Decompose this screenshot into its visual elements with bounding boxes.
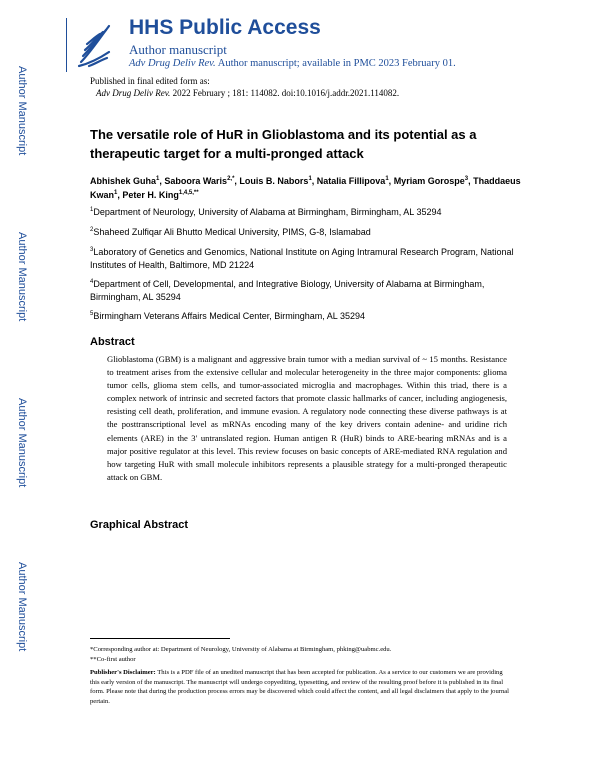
hhs-public-access-title: HHS Public Access bbox=[129, 16, 321, 39]
abstract-heading: Abstract bbox=[90, 336, 135, 348]
journal-abbrev: Adv Drug Deliv Rev. bbox=[129, 58, 216, 69]
author-manuscript-side-label: Author Manuscript bbox=[16, 398, 28, 488]
author-list bbox=[90, 174, 530, 202]
availability-line bbox=[129, 58, 456, 69]
graphical-abstract-heading: Graphical Abstract bbox=[90, 519, 189, 531]
hhs-eagle-logo-icon bbox=[75, 18, 115, 70]
author: Myriam Gorospe$^3$, bbox=[393, 176, 474, 186]
affiliation: $^4$Department of Cell, Developmental, and Integrative Biology, University of Alabama at Birmingham, Birmingham, AL 35294 bbox=[90, 279, 485, 302]
availability-text: Author manuscript; available in PMC 2023 February 01. bbox=[217, 58, 456, 69]
author-manuscript-side-label: Author Manuscript bbox=[16, 66, 28, 156]
affiliation: $^1$Department of Neurology, University of Alabama at Birmingham, Birmingham, AL 35294 bbox=[90, 207, 442, 217]
footnote-divider bbox=[90, 638, 230, 639]
citation-journal: Adv Drug Deliv Rev. bbox=[96, 88, 171, 98]
author: Natalia Fillipova$^1$, bbox=[316, 176, 394, 186]
author-manuscript-side-label: Author Manuscript bbox=[16, 232, 28, 322]
author-manuscript-subtitle: Author manuscript bbox=[129, 42, 227, 57]
affiliation: $^5$Birmingham Veterans Affairs Medical Center, Birmingham, AL 35294 bbox=[90, 311, 365, 321]
affiliation: $^2$Shaheed Zulfiqar Ali Bhutto Medical University, PIMS, G-8, Islamabad bbox=[90, 227, 371, 237]
publisher-disclaimer bbox=[90, 668, 510, 706]
author: Saboora Waris$^{2,*}$, bbox=[164, 176, 240, 186]
disclaimer-text: This is a PDF file of an unedited manuscript that has been accepted for publication. As a service to our customers we are providing this early version of the manuscript. The manuscript will undergo copyediting, typesetting, and review of the resulting proof before it is published in its final form. Please note that during the production process errors may be discovered which could affect the content, and all legal disclaimers that apply to the journal pertain. bbox=[90, 669, 509, 705]
author: Abhishek Guha$^1$, bbox=[90, 176, 165, 186]
affiliation: $^3$Laboratory of Genetics and Genomics, National Institute on Aging Intramural Research Program, National Institutes of Health, Baltimore, MD 21224 bbox=[90, 247, 514, 270]
author: Louis B. Nabors$^1$, bbox=[239, 176, 317, 186]
citation-details: 2022 February ; 181: 114082. doi:10.1016/j.addr.2021.114082. bbox=[172, 88, 400, 98]
author: Peter H. King$^{1,4,5,**}$ bbox=[122, 190, 199, 200]
citation bbox=[96, 88, 399, 98]
published-label: Published in final edited form as: bbox=[90, 76, 210, 86]
corresponding-author-footnote: *Corresponding author at: Department of Neurology, University of Alabama at Birmingham, phking@uabmc.edu. bbox=[90, 646, 392, 653]
author: Thaddaeus Kwan$^1$, bbox=[90, 176, 521, 200]
article-title: The versatile role of HuR in Glioblastoma and its potential as a therapeutic target for a multi-pronged attack bbox=[90, 127, 477, 161]
abstract-body: Glioblastoma (GBM) is a malignant and aggressive brain tumor with a median survival of ~ 15 months. Resistance to treatment arises from the extensive cellular and molecular heterogeneity in the three major components: glioma tumor cells, glioma stem cells, and tumor-associated microglia and macrophages. Within this triad, there is a complex network of intrinsic and secreted factors that promote classic hallmarks of cancer, including angiogenesis, resisting cell death, proliferation, and immune evasion. A regulatory node connecting these diverse pathways is at the posttranscriptional level as mRNAs encoding many of the key drivers contain adenine- and uridine rich elements (ARE) in the 3′ untranslated region. Human antigen R (HuR) binds to ARE-bearing mRNAs and is a major positive regulator at this level. This review focuses on basic concepts of ARE-mediated RNA regulation and how targeting HuR with small molecule inhibitors represents a plausible strategy for a multi-pronged therapeutic attack on GBM. bbox=[107, 354, 507, 482]
header-divider bbox=[66, 18, 67, 72]
disclaimer-label: Publisher's Disclaimer: bbox=[90, 669, 156, 676]
co-first-author-footnote: **Co-first author bbox=[90, 656, 136, 663]
author-manuscript-side-label: Author Manuscript bbox=[16, 562, 28, 652]
